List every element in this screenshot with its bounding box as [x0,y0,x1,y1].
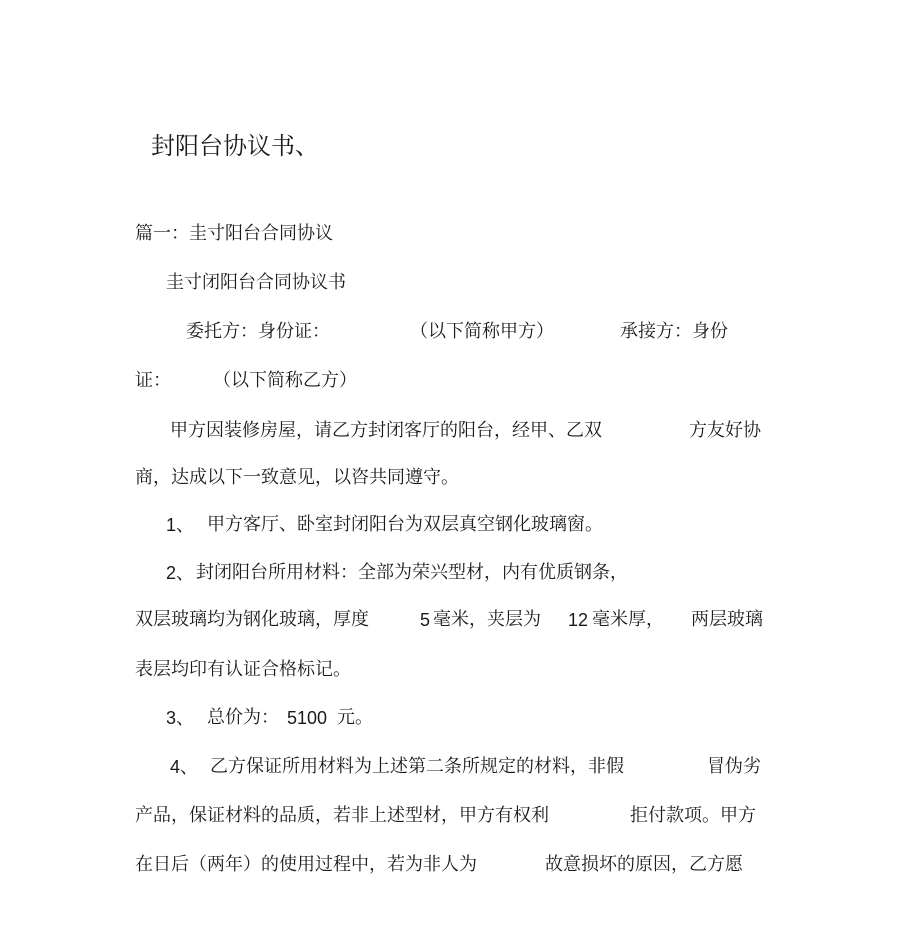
total-price-label: 总价为： [207,707,279,728]
client-label: 委托方：身份证： [186,321,330,342]
clause-2-text: 封闭阳台所用材料：全部为荣兴型材，内有优质钢条， [196,562,628,583]
clause-4-line2-b: 拒付款项。甲方 [630,805,756,826]
clause-2-line2-e: 毫米厚， [592,609,664,630]
clause-4-text-b: 冒伪劣 [707,756,761,777]
total-price-amount: 5100 [287,708,328,728]
intro-text-3: 商，达成以下一致意见，以咨共同遵守。 [135,467,459,488]
clause-4-line3-b: 故意损坏的原因，乙方愿 [545,854,743,875]
clause-2-line3: 表层均印有认证合格标记。 [135,659,351,680]
contractor-label-cont: 证： [135,370,171,391]
contractor-label: 承接方：身份 [620,321,728,342]
intro-text-1: 甲方因装修房屋，请乙方封闭客厅的阳台，经甲、乙双 [170,420,602,441]
clause-2-line2-c: 毫米，夹层为 [433,609,541,630]
total-price-unit: 元。 [337,707,373,728]
clause-4-line3-a: 在日后（两年）的使用过程中，若为非人为 [135,854,477,875]
clause-4-number: 4、 [170,757,199,777]
glass-thickness-value: 5 [420,610,431,630]
clause-3-number: 3、 [166,708,195,728]
clause-2-line2-f: 两层玻璃 [691,609,763,630]
clause-2-number: 2、 [166,563,195,583]
clause-4-line2-a: 产品，保证材料的品质，若非上述型材，甲方有权利 [135,805,549,826]
section-heading: 篇一：圭寸阳台合同协议 [135,223,333,244]
clause-2-line2-a: 双层玻璃均为钢化玻璃，厚度 [135,609,369,630]
clause-4-text-a: 乙方保证所用材料为上述第二条所规定的材料，非假 [210,756,624,777]
clause-1-number: 1、 [166,515,195,535]
sub-title: 圭寸闭阳台合同协议书 [166,272,346,293]
contractor-note: （以下简称乙方） [213,370,357,391]
document-title: 封阳台协议书、 [151,132,319,160]
clause-1-text: 甲方客厅、卧室封闭阳台为双层真空钢化玻璃窗。 [207,514,603,535]
client-note: （以下简称甲方） [410,321,554,342]
intro-text-2: 方友好协 [689,420,761,441]
interlayer-value: 12 [568,610,589,630]
